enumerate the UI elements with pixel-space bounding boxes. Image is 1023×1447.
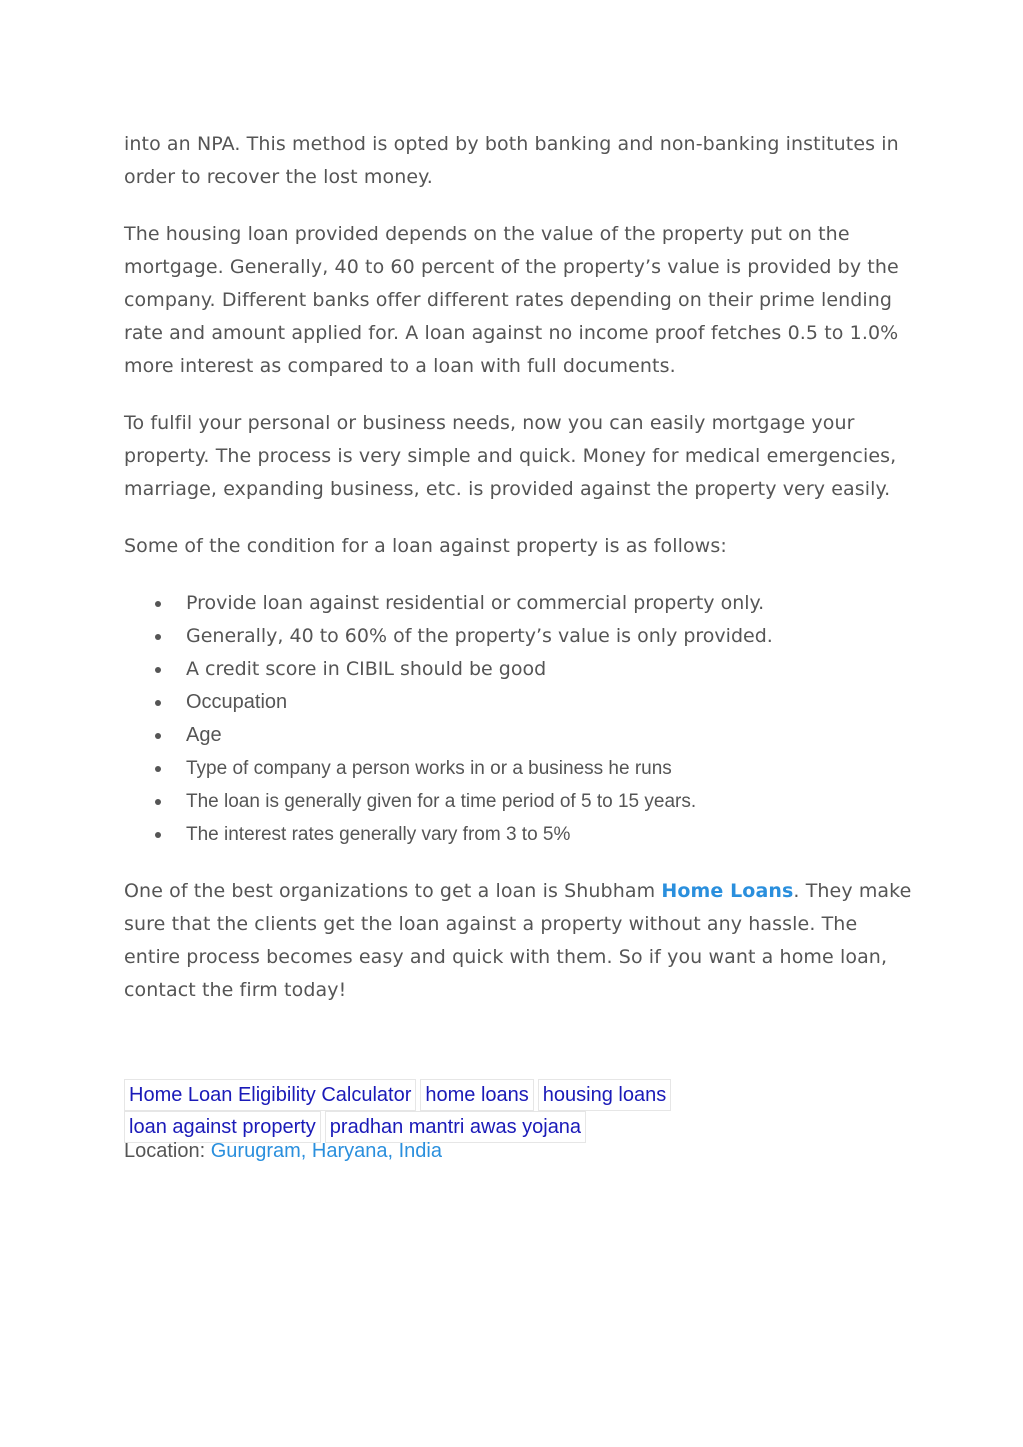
paragraph-conditions-intro: Some of the condition for a loan against property is as follows: [124,535,727,557]
tag-home-loans[interactable]: home loans [420,1079,533,1111]
list-item: The interest rates generally vary from 3 to 5% [186,818,914,851]
bullet-icon [155,832,161,838]
tag-home-loan-eligibility-calculator[interactable]: Home Loan Eligibility Calculator [124,1079,416,1111]
bullet-icon [155,766,161,772]
paragraph-housing-loan: The housing loan provided depends on the value of the property put on the mortgage. Generally, 40 to 60 percent of the property’s value is provided by the company. Different banks offer different rates depending on their prime lending rate and amount applied for. A loan against no income proof fetches 0.5 to 1.0% more interest as compared to a loan with full documents. [124,223,899,377]
paragraph-npa: into an NPA. This method is opted by both banking and non-banking institutes in order to recover the lost money. [124,133,899,188]
bullet-icon [155,667,161,673]
bullet-icon [155,799,161,805]
tag-loan-against-property[interactable]: loan against property [124,1111,321,1143]
bullet-icon [155,700,161,706]
conditions-list [124,587,914,851]
list-item: A credit score in CIBIL should be good [186,653,914,686]
tag-list [124,1079,824,1143]
list-item: Occupation [186,686,914,719]
list-item: Generally, 40 to 60% of the property’s value is only provided. [186,620,914,653]
tag-housing-loans[interactable]: housing loans [538,1079,671,1111]
list-item: Age [186,719,914,752]
paragraph-shubham: One of the best organizations to get a loan is Shubham Home Loans. They make sure that the clients get the loan against a property without any hassle. The entire process becomes easy and quick with them. So if you want a home loan, contact the firm today! [124,880,912,1001]
article-body [124,128,914,1163]
list-item: Type of company a person works in or a business he runs [186,752,914,785]
bullet-icon [155,634,161,640]
location-link[interactable]: Gurugram, Haryana, India [210,1140,442,1162]
tag-pradhan-mantri-awas-yojana[interactable]: pradhan mantri awas yojana [325,1111,586,1143]
list-item: The loan is generally given for a time period of 5 to 15 years. [186,785,914,818]
paragraph-mortgage: To fulfil your personal or business needs, now you can easily mortgage your property. The process is very simple and quick. Money for medical emergencies, marriage, expanding business, etc. is provided against the property very easily. [124,412,897,500]
bullet-icon [155,601,161,607]
bullet-icon [155,733,161,739]
home-loans-link[interactable]: Home Loans [661,880,794,902]
location-label: Location: [124,1140,206,1162]
list-item: Provide loan against residential or commercial property only. [186,587,914,620]
